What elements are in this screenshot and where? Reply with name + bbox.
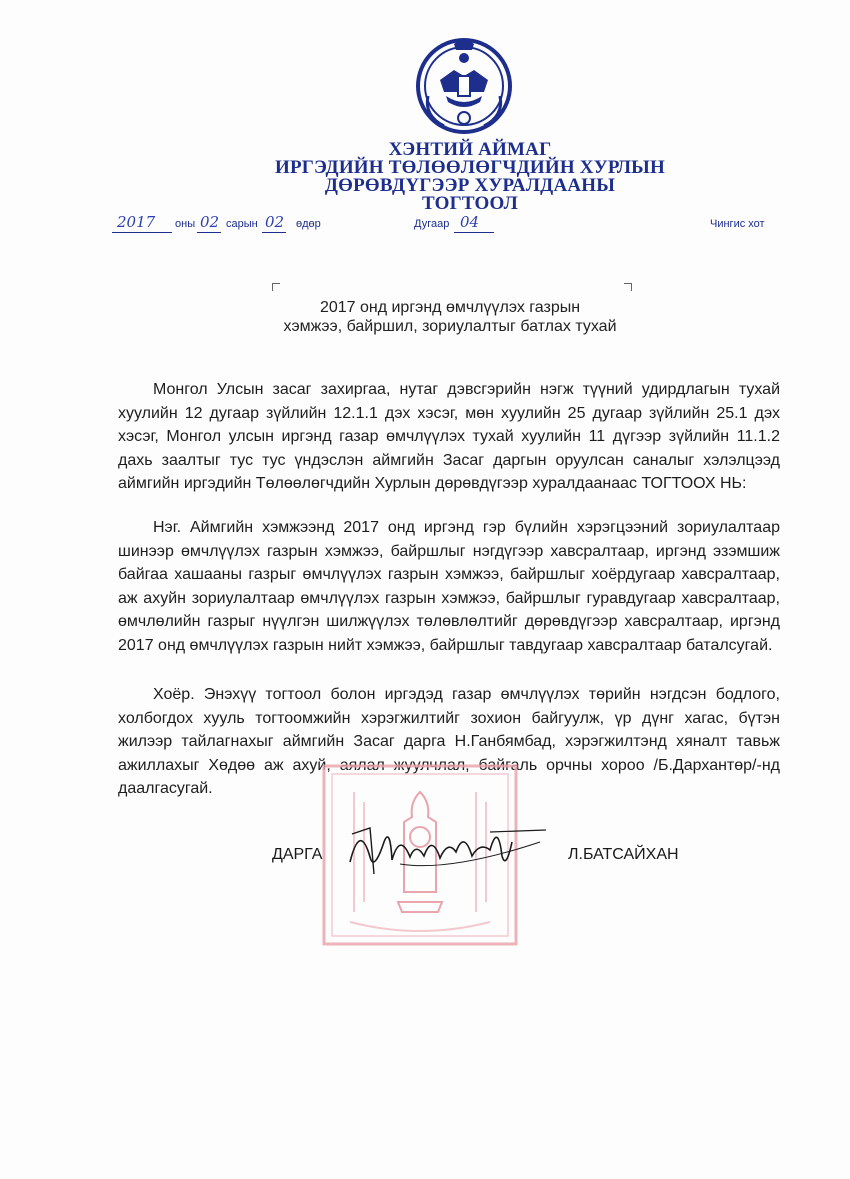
article-one-paragraph: Нэг. Аймгийн хэмжээнд 2017 онд иргэнд гэр бүлийн хэрэгцээний зориулалтаар шинээр өмчлүүлэх газрын хэмжээ, байршлыг нэгдүгээр хавсралтаар, иргэнд эзэмшиж байгаа хашааны газрыг өмчлүүлэх газрын хэмжээ, байршлыг хоёрдугаар хавсралтаар, аж ахуйн зориулалтаар өмчлүүлэх газрын хэмжээ, байршлыг гуравдугаар хавсралтаар, өмчлөлийн газрыг нүүлгэн шилжүүлэх төлөвлөлтийг дөрөвдүгээр хавсралтаар, иргэнд 2017 онд өмчлүүлэх газрын нийт хэмжээ, байршлыг тавдугаар хавсралтаар баталсугай. <box>118 519 780 654</box>
document-type: ТОГТООЛ <box>422 193 518 214</box>
article-two-paragraph: Хоёр. Энэхүү тогтоол болон иргэдэд газар өмчлүүлэх төрийн нэгдсэн бодлого, холбогдох хууль тогтоомжийн хэрэгжилтийг зохион байгуулж, үр дүнг хагас, бүтэн жилээр тайлагнахыг аймгийн Засаг дарга Н.Ганбямбад, хэрэгжилтэнд хяналт тавьж ажиллахыг Хөдөө аж ахуй, аялал жуулчлал, байгаль орчны хороо /Б.Дархантөр/-нд даалгасугай. <box>118 686 780 797</box>
subject-bracket-right <box>624 283 632 291</box>
place-name: Чингис хот <box>710 218 765 230</box>
subject-line-1: 2017 онд иргэнд өмчлүүлэх газрын <box>319 299 581 316</box>
session-name: ДӨРӨВДҮГЭЭР ХУРАЛДААНЫ <box>324 175 616 196</box>
number-label: Дугаар <box>414 218 450 230</box>
signatory-title: ДАРГА <box>272 846 323 863</box>
year-underline <box>112 232 172 233</box>
month-underline <box>197 232 221 233</box>
year-value: 2017 <box>117 213 156 231</box>
month-value: 02 <box>200 213 220 231</box>
day-label: өдөр <box>296 218 321 230</box>
signatory-name: Л.БАТСАЙХАН <box>568 846 679 863</box>
preamble-paragraph: Монгол Улсын засаг захиргаа, нутаг дэвсгэрийн нэгж түүний удирдлагын тухай хуулийн 12 дугаар зүйлийн 12.1.1 дэх хэсэг, мөн хуулийн 25 дугаар зүйлийн 25.1 дэх хэсэг, Монгол улсын иргэнд газар өмчлүүлэх тухай хуулийн 11 дүгээр зүйлийн 11.1.2 дахь заалтыг тус тус үндэслэн аймгийн Засаг даргын оруулсан саналыг хэлэлцээд аймгийн иргэдийн Төлөөлөгчдийн Хурлын дөрөвдүгээр хуралдаанаас ТОГТООХ НЬ: <box>118 381 780 492</box>
signature-image <box>340 812 560 882</box>
month-label: сарын <box>226 218 258 230</box>
number-underline <box>454 232 494 233</box>
aimag-name: ХЭНТИЙ АЙМАГ <box>388 139 552 160</box>
state-emblem-icon <box>414 36 514 136</box>
day-value: 02 <box>265 213 285 231</box>
year-label: оны <box>175 218 196 230</box>
council-name: ИРГЭДИЙН ТӨЛӨӨЛӨГЧДИЙН ХУРЛЫН <box>274 157 666 178</box>
subject-line-2: хэмжээ, байршил, зориулалтыг батлах тухай <box>283 318 617 335</box>
number-value: 04 <box>460 213 480 231</box>
subject-bracket-left <box>272 283 280 291</box>
day-underline <box>262 232 286 233</box>
